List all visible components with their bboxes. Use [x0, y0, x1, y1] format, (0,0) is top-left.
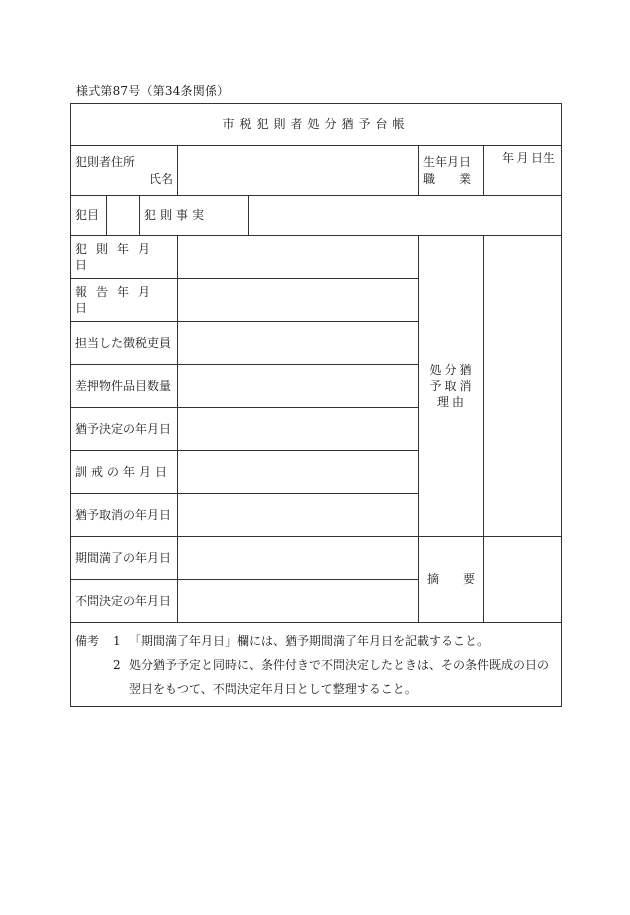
address-label: 犯則者住所: [75, 155, 136, 170]
expiry-date-label: 期間満了の年月日: [71, 537, 178, 580]
summary-label: 摘 要: [419, 537, 484, 623]
month-unit: 月: [516, 151, 529, 165]
note-item-2: [75, 653, 557, 677]
admonition-date-label: 訓戒の年月日: [71, 451, 178, 494]
officer-label: 担当した徴税吏員: [71, 322, 178, 365]
form-number: 様式第87号（第34条関係）: [76, 84, 230, 98]
note-2-number: 2: [113, 657, 121, 672]
violation-date-value[interactable]: [178, 236, 419, 279]
address-name-value[interactable]: [178, 146, 419, 196]
notes-label: 備考: [75, 633, 100, 648]
birthdate-value[interactable]: [484, 146, 562, 196]
facts-value[interactable]: [249, 196, 562, 236]
cancel-reason-value[interactable]: [484, 236, 562, 537]
offense-value[interactable]: [107, 196, 140, 236]
suspension-date-value[interactable]: [178, 408, 419, 451]
report-date-value[interactable]: [178, 279, 419, 322]
form-title: 市税犯則者処分猶予台帳: [71, 104, 562, 146]
admonition-date-value[interactable]: [178, 451, 419, 494]
cancel-reason-label: 処分猶予取消理由: [429, 363, 475, 409]
summary-value[interactable]: [484, 537, 562, 623]
violation-date-label: 犯則年月日: [71, 236, 178, 279]
facts-label: 犯則事実: [140, 196, 249, 236]
no-action-date-label: 不問決定の年月日: [71, 580, 178, 623]
notes-section: [71, 623, 562, 707]
report-date-label: 報告年月日: [71, 279, 178, 322]
note-2-continuation: 翌日をもつて、不問決定年月日として整理すること。: [129, 681, 417, 696]
seized-items-value[interactable]: [178, 365, 419, 408]
occupation-label: 職 業: [423, 171, 472, 186]
birthdate-occupation-label-cell: [419, 146, 484, 196]
year-unit: 年: [502, 151, 515, 165]
no-action-date-value[interactable]: [178, 580, 419, 623]
birthdate-units: [488, 150, 557, 166]
birthdate-label: 生年月日: [423, 155, 472, 170]
ledger-table: [70, 103, 562, 707]
note-1-text: 「期間満了年月日」欄には、猶予期間満了年月日を記載すること。: [129, 633, 490, 648]
cancel-reason-label-cell: [419, 236, 484, 537]
offense-label: 犯目: [71, 196, 107, 236]
day-unit: 日生: [531, 151, 556, 165]
cancel-date-value[interactable]: [178, 494, 419, 537]
suspension-date-label: 猶予決定の年月日: [71, 408, 178, 451]
officer-value[interactable]: [178, 322, 419, 365]
name-label: 氏名: [148, 171, 173, 186]
seized-items-label: 差押物件品目数量: [71, 365, 178, 408]
address-name-label-cell: [71, 146, 178, 196]
note-item-1: [75, 629, 557, 653]
note-2-text: 処分猶予予定と同時に、条件付きで不問決定したときは、その条件既成の日の: [129, 657, 550, 672]
expiry-date-value[interactable]: [178, 537, 419, 580]
cancel-date-label: 猶予取消の年月日: [71, 494, 178, 537]
note-1-number: 1: [113, 633, 121, 648]
